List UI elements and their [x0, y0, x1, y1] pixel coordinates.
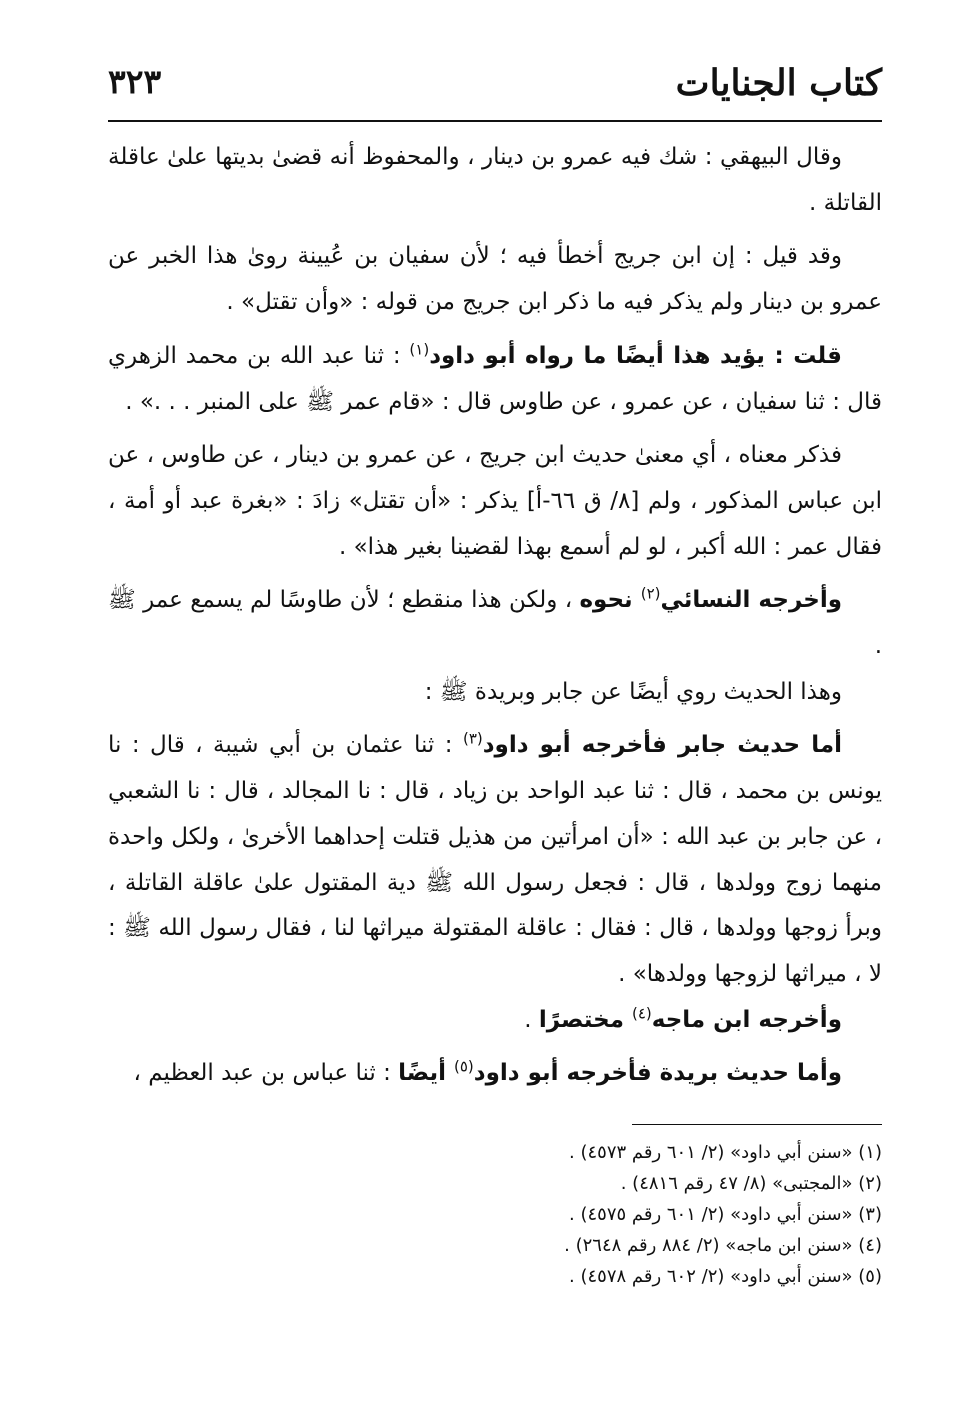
footnote-ref[interactable]: (٥) — [454, 1057, 474, 1076]
footnote-1: (١) «سنن أبي داود» (٢/ ٦٠١ رقم ٤٥٧٣) . — [569, 1142, 882, 1163]
paragraph-lead-continued: نحوه — [579, 587, 641, 614]
paragraph-text: وقد قيل : إن ابن جريج أخطأ فيه ؛ لأن سفيان بن عُيينة روىٰ هذا الخبر عن عمرو بن دينار ولم يذكر فيه ما ذكر ابن جريج من قوله : «وأن تقتل» . — [108, 243, 882, 316]
paragraph-6 — [108, 670, 882, 716]
paragraph-lead: أما حديث جابر فأخرجه أبو داود — [482, 732, 842, 759]
footnote-ref[interactable]: (٤) — [631, 1004, 652, 1022]
paragraph-lead-continued: مختصرًا — [538, 1006, 632, 1033]
paragraph-text: وقال البيهقي : شك فيه عمرو بن دينار ، والمحفوظ أنه قضىٰ بديتها علىٰ عاقلة القاتلة . — [108, 144, 882, 216]
paragraph-2 — [108, 234, 882, 325]
paragraph-9 — [108, 1051, 882, 1097]
footnote-ref[interactable]: (٢) — [640, 584, 661, 603]
footnote-2: (٢) «المجتبى» (٨/ ٤٧ رقم ٤٨١٦) . — [620, 1173, 882, 1194]
paragraph-lead: وأخرجه النسائي — [660, 587, 843, 614]
chapter-title: كتاب الجنايات — [675, 62, 882, 104]
footnote-ref[interactable]: (٣) — [462, 729, 483, 748]
footnote-4: (٤) «سنن ابن ماجه» (٢/ ٨٨٤ رقم ٢٦٤٨) . — [564, 1235, 882, 1256]
footnote-ref[interactable]: (١) — [409, 340, 430, 359]
paragraph-text: فذكر معناه ، أي معنىٰ حديث ابن جريج ، عن عمرو بن دينار ، عن طاوس ، عن ابن عباس المذكور ، ولم [٨/ ق ٦٦-أ] يذكر : «أن تقتل» زادَ : «بغرة عبد أو أمة ، فقال عمر : الله أكبر ، لو لم أسمع بهذا لقضينا بغير هذا» . — [108, 442, 882, 560]
page-number: ٣٢٣ — [108, 62, 162, 101]
paragraph-3 — [108, 334, 882, 425]
paragraph-text: : ثنا عثمان بن أبي شيبة ، قال : نا يونس بن محمد ، قال : ثنا عبد الواحد بن زياد ، قال : نا المجالد ، قال : نا الشعبي ، عن جابر بن عبد الله : «أن امرأتين من هذيل قتلت إحداهما الأخرىٰ ، ولكل واحدة منهما زوج وولدها ، قال : فجعل رسول الله ﷺ دية المقتول علىٰ عاقلة القاتلة ، وبرأ زوجها وولدها ، قال : فقال : عاقلة المقتولة ميراثها لنا ، فقال رسول الله ﷺ : لا ، ميراثها لزوجها وولدها» . — [108, 732, 882, 987]
paragraph-text: . — [524, 1006, 539, 1033]
paragraph-text: : ثنا عبد الله بن محمد الزهري قال : ثنا سفيان ، عن عمرو ، عن طاوس قال : «قام عمر ﷺ على المنبر . . .» . — [108, 342, 882, 415]
page-header — [108, 62, 882, 114]
paragraph-text: ، ولكن هذا منقطع ؛ لأن طاوسًا لم يسمع عمر ﷺ . — [108, 587, 882, 660]
paragraph-4 — [108, 433, 882, 570]
main-text — [108, 135, 882, 1105]
paragraph-lead: قلت : يؤيد هذا أيضًا ما رواه أبو داود — [429, 342, 842, 369]
footnote-5: (٥) «سنن أبي داود» (٢/ ٦٠٢ رقم ٤٥٧٨) . — [569, 1266, 882, 1287]
paragraph-7 — [108, 723, 882, 997]
paragraph-lead: وأخرجه ابن ماجه — [651, 1006, 842, 1033]
paragraph-lead-continued: أيضًا — [398, 1060, 454, 1087]
paragraph-5 — [108, 578, 882, 669]
paragraph-text: : ثنا عباس بن عبد العظيم ، — [133, 1060, 399, 1087]
footnote-3: (٣) «سنن أبي داود» (٢/ ٦٠١ رقم ٤٥٧٥) . — [569, 1204, 882, 1225]
paragraph-8 — [108, 998, 882, 1044]
header-divider — [108, 120, 882, 122]
paragraph-text: وهذا الحديث روي أيضًا عن جابر وبريدة ﷺ : — [424, 678, 842, 705]
footnotes — [108, 1137, 882, 1292]
footnote-divider — [632, 1124, 882, 1125]
paragraph-1 — [108, 135, 882, 226]
paragraph-lead: وأما حديث بريدة فأخرجه أبو داود — [473, 1060, 842, 1087]
